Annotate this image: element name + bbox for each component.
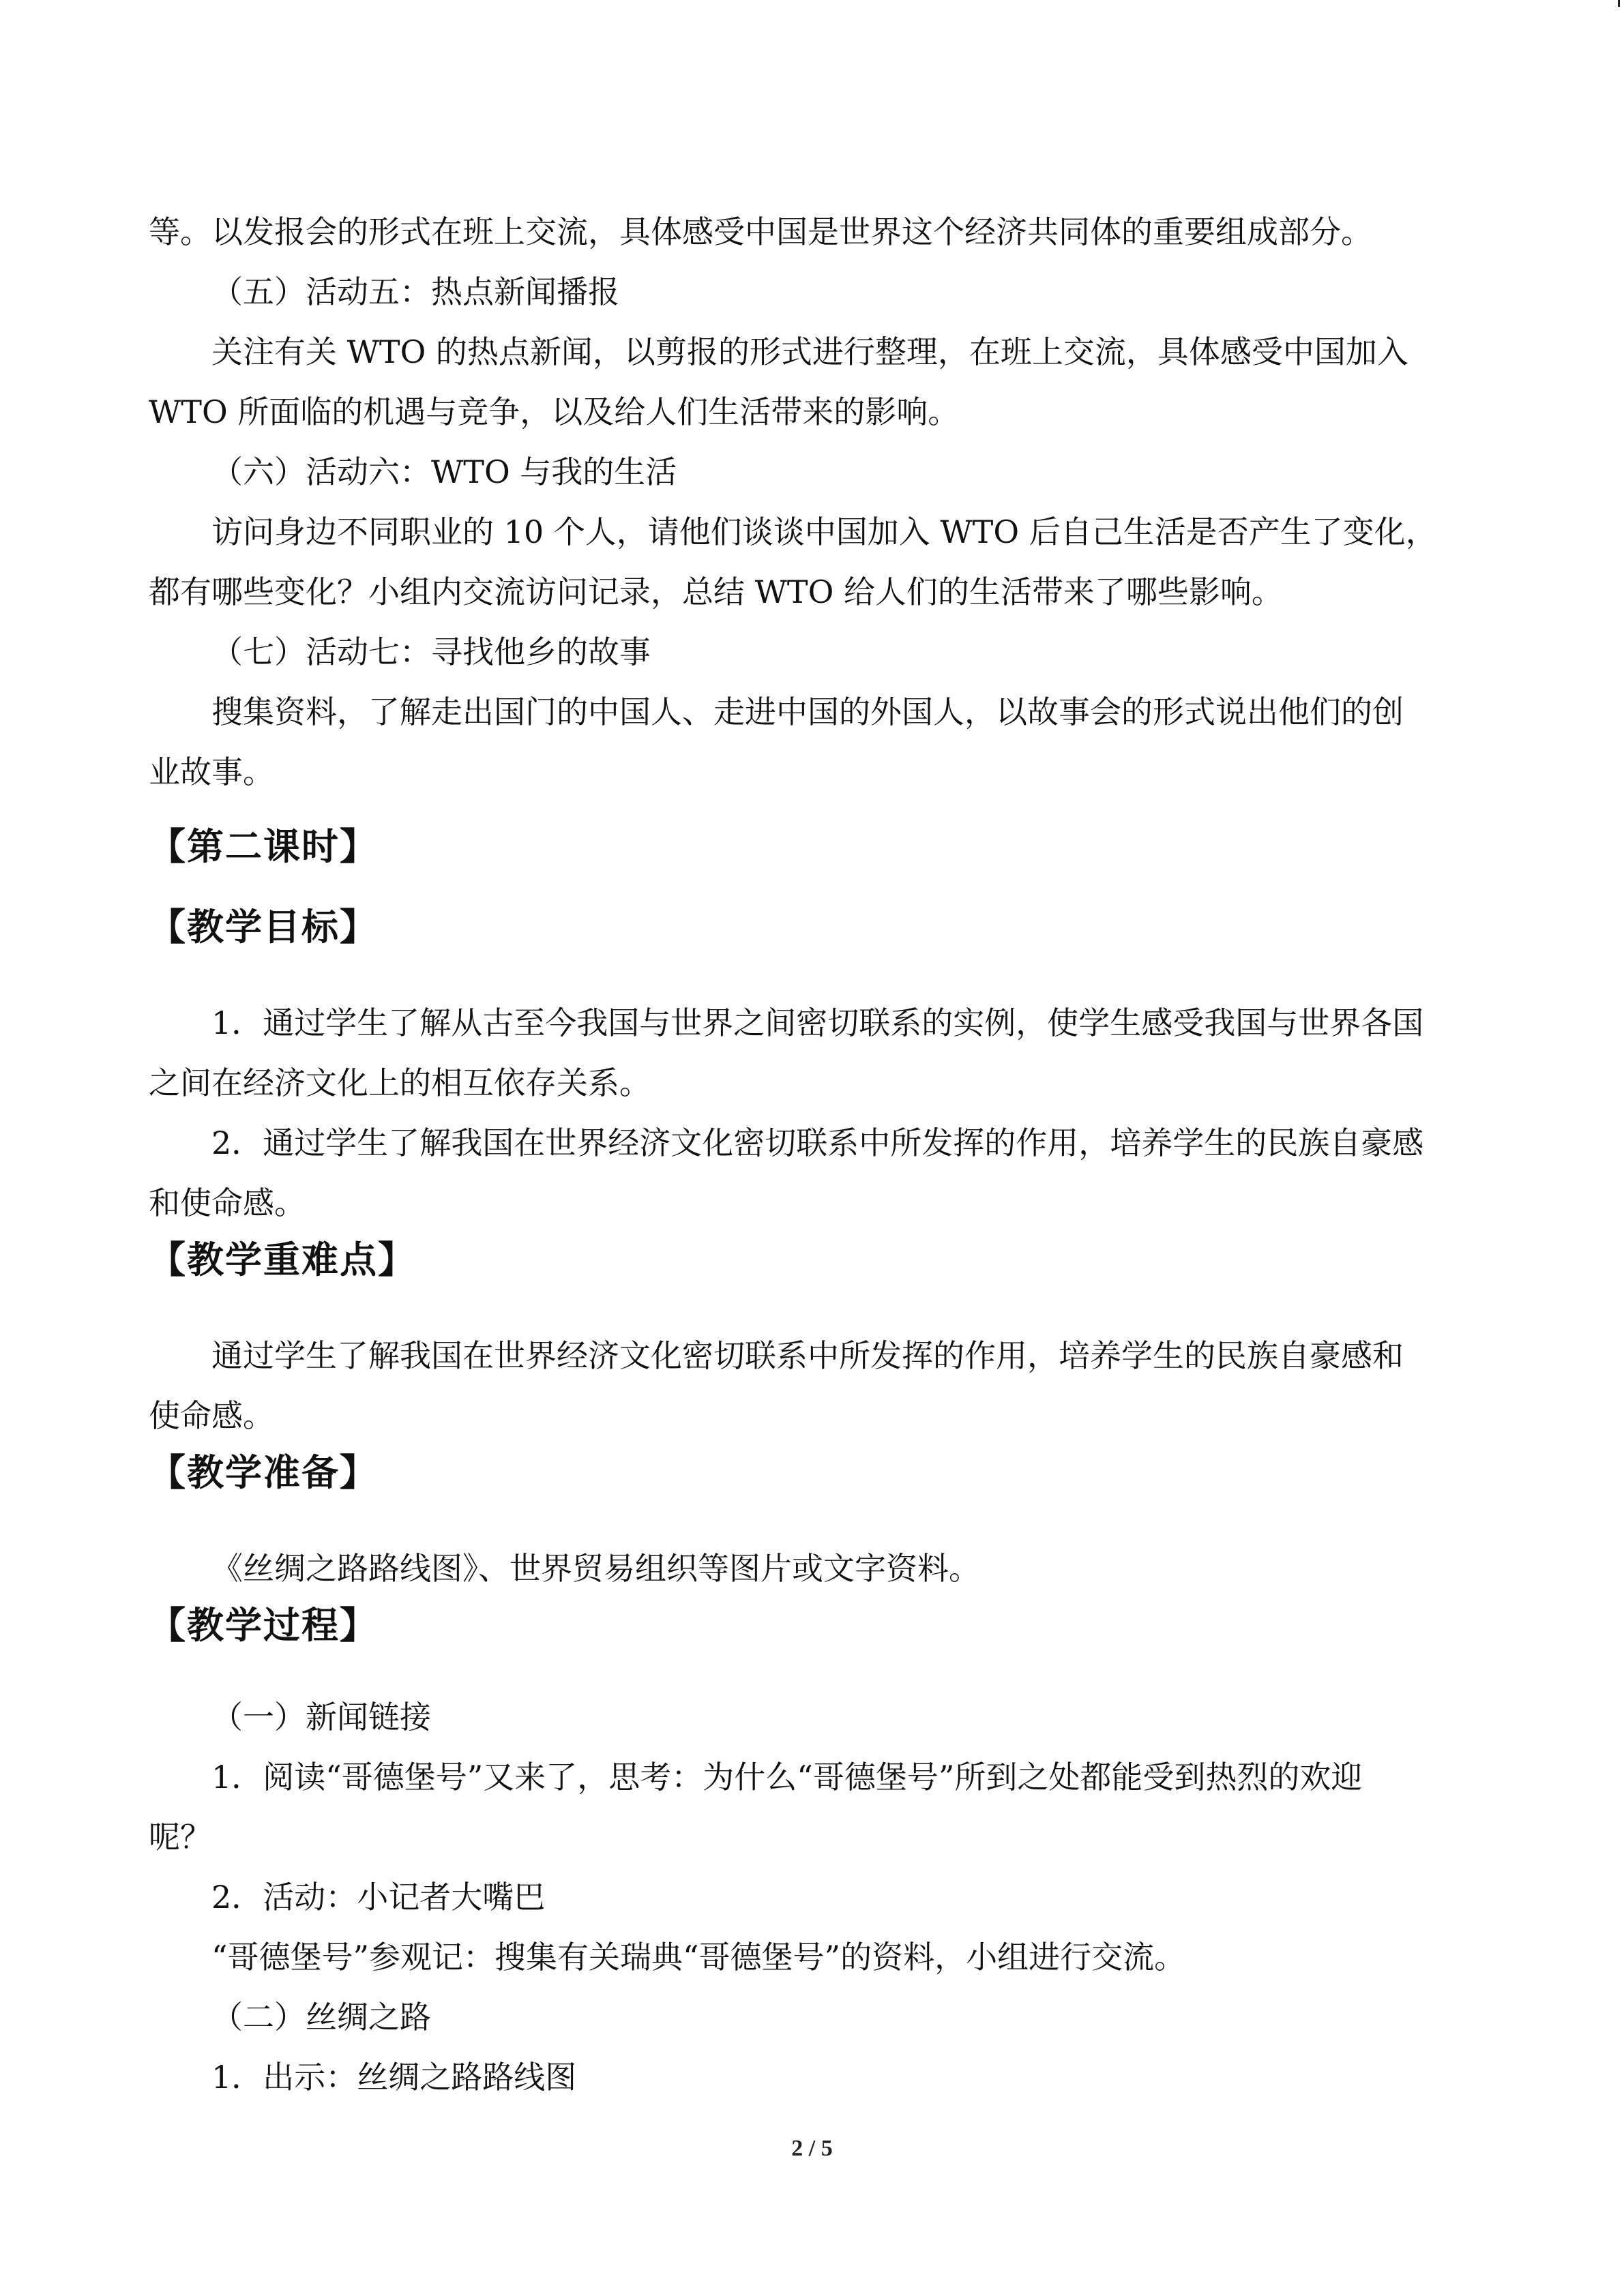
process-line: 2．活动：小记者大嘴巴 <box>211 1879 546 1915</box>
goal-line: 2．通过学生了解我国在世界经济文化密切联系中所发挥的作用，培养学生的民族自豪感 <box>211 1124 1424 1161</box>
paragraph-line: 业故事。 <box>149 754 274 790</box>
heading-preparation: 【教学准备】 <box>149 1451 378 1494</box>
goal-line: 之间在经济文化上的相互依存关系。 <box>149 1064 651 1101</box>
key-point-line: 使命感。 <box>149 1397 274 1434</box>
heading-key-points: 【教学重难点】 <box>149 1238 416 1281</box>
paragraph-line: WTO 所面临的机遇与竞争，以及给人们生活带来的影响。 <box>149 393 960 430</box>
activity-six-title: （六）活动六：WTO 与我的生活 <box>211 453 677 490</box>
heading-teaching-goals: 【教学目标】 <box>149 906 378 949</box>
paragraph-line: 访问身边不同职业的 10 个人，请他们谈谈中国加入 WTO 后自己生活是否产生了变化， <box>211 513 1437 550</box>
page-number: 2 / 5 <box>791 2136 833 2161</box>
process-section-title: （二）丝绸之路 <box>211 1999 431 2036</box>
paragraph-line: 关注有关 WTO 的热点新闻，以剪报的形式进行整理，在班上交流，具体感受中国加入 <box>211 333 1408 370</box>
key-point-line: 通过学生了解我国在世界经济文化密切联系中所发挥的作用，培养学生的民族自豪感和 <box>211 1337 1404 1374</box>
process-section-title: （一）新闻链接 <box>211 1699 431 1735</box>
page-corner-mark <box>1618 0 1620 7</box>
page-content <box>149 202 1472 2107</box>
goal-line: 1．通过学生了解从古至今我国与世界之间密切联系的实例，使学生感受我国与世界各国 <box>211 1004 1424 1041</box>
preparation-line: 《丝绸之路路线图》、世界贸易组织等图片或文字资料。 <box>211 1550 980 1587</box>
process-line: 1．阅读“哥德堡号”又来了，思考：为什么“哥德堡号”所到之处都能受到热烈的欢迎 <box>211 1759 1363 1795</box>
process-line: 1．出示：丝绸之路路线图 <box>211 2059 577 2096</box>
paragraph-line: 都有哪些变化？小组内交流访问记录，总结 WTO 给人们的生活带来了哪些影响。 <box>149 573 1283 610</box>
process-line: “哥德堡号”参观记：搜集有关瑞典“哥德堡号”的资料，小组进行交流。 <box>211 1939 1186 1976</box>
heading-teaching-process: 【教学过程】 <box>149 1604 378 1647</box>
paragraph-line: 等。以发报会的形式在班上交流，具体感受中国是世界这个经济共同体的重要组成部分。 <box>149 213 1372 250</box>
paragraph-line: 搜集资料，了解走出国门的中国人、走进中国的外国人，以故事会的形式说出他们的创 <box>211 694 1404 730</box>
activity-seven-title: （七）活动七：寻找他乡的故事 <box>211 633 651 670</box>
goal-line: 和使命感。 <box>149 1184 306 1221</box>
heading-lesson-two: 【第二课时】 <box>149 825 378 868</box>
activity-five-title: （五）活动五：热点新闻播报 <box>211 273 619 310</box>
process-line: 呢？ <box>149 1819 211 1855</box>
